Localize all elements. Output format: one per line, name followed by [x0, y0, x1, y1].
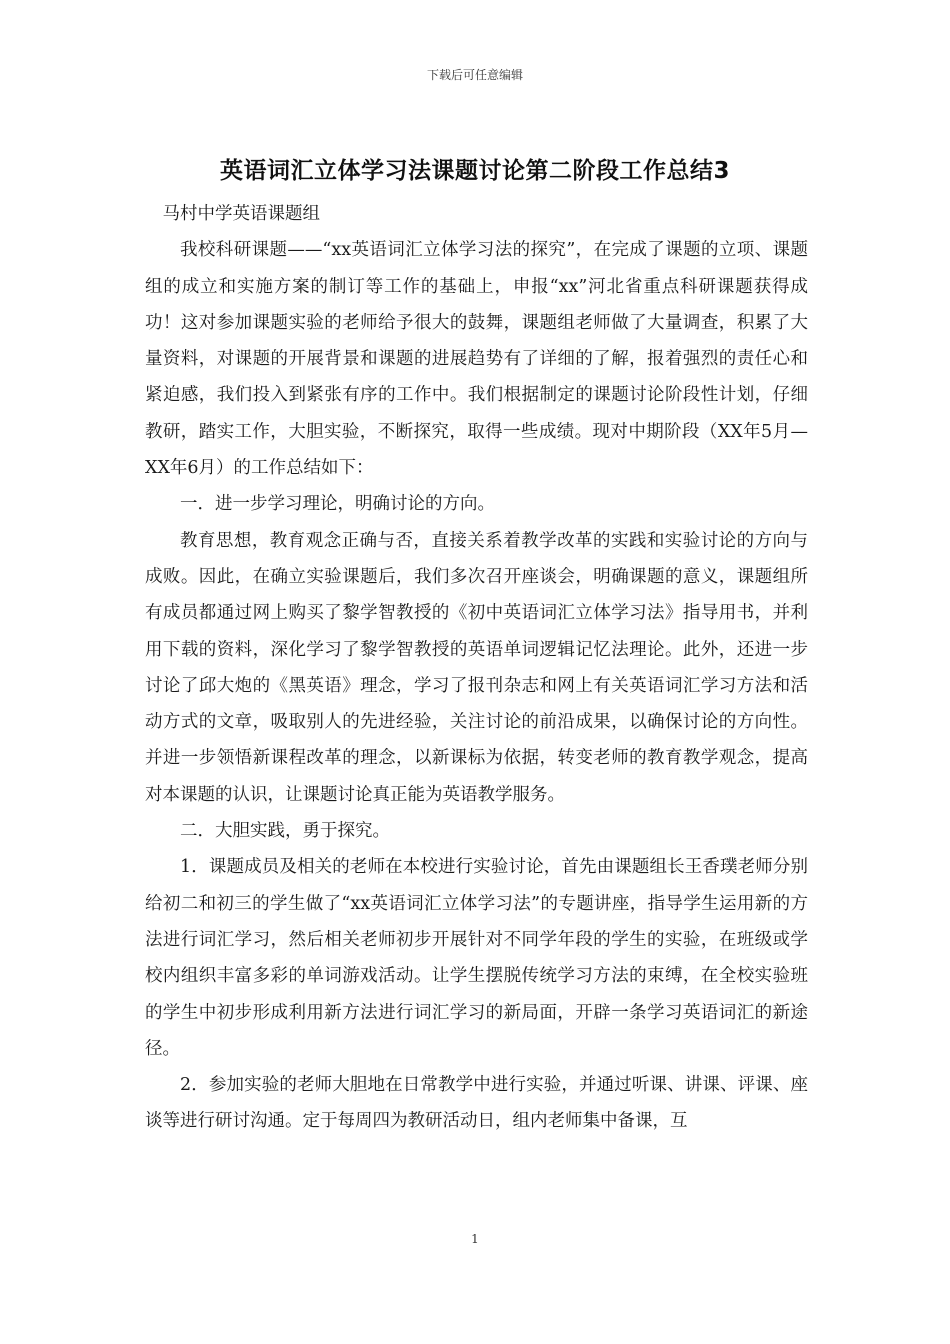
document-title: 英语词汇立体学习法课题讨论第二阶段工作总结3 [219, 158, 730, 184]
author-line: 马村中学英语课题组 [162, 204, 320, 224]
paragraph-intro: 我校科研课题——“xx英语词汇立体学习法的探究”，在完成了课题的立项、课题组的成立和实施方案的制订等工作的基础上，申报“xx”河北省重点科研课题获得成功！这对参加课题实验的老师给予很大的鼓舞，课题组老师做了大量调查，积累了大量资料，对课题的开展背景和课题的进展趋势有了详细的了解，报着强烈的责任心和紧迫感，我们投入到紧张有序的工作中。我们根据制定的课题讨论阶段性计划，仔细教研，踏实工作，大胆实验，不断探究，取得一些成绩。现对中期阶段（XX年5月—XX年6月）的工作总结如下： [145, 240, 808, 479]
header-note: 下载后可任意编辑 [426, 68, 523, 82]
paragraph-theory: 教育思想，教育观念正确与否，直接关系着教学改革的实践和实验讨论的方向与成败。因此，在确立实验课题后，我们多次召开座谈会，明确课题的意义，课题组所有成员都通过网上购买了黎学智教授的《初中英语词汇立体学习法》指导用书，并利用下载的资料，深化学习了黎学智教授的英语单词逻辑记忆法理论。此外，还进一步讨论了邱大炮的《黑英语》理念，学习了报刊杂志和网上有关英语词汇学习方法和活动方式的文章，吸取别人的先进经验，关注讨论的前沿成果，以确保讨论的方向性。并进一步领悟新课程改革的理念，以新课标为依据，转变老师的教育教学观念，提高对本课题的认识，让课题讨论真正能为英语教学服务。 [145, 530, 808, 805]
paragraph-item-1: 1．课题成员及相关的老师在本校进行实验讨论，首先由课题组长王香璞老师分别给初二和初三的学生做了“xx英语词汇立体学习法”的专题讲座，指导学生运用新的方法进行词汇学习，然后相关老师初步开展针对不同学年段的学生的实验，在班级或学校内组织丰富多彩的单词游戏活动。让学生摆脱传统学习方法的束缚，在全校实验班的学生中初步形成利用新方法进行词汇学习的新局面，开辟一条学习英语词汇的新途径。 [145, 857, 808, 1059]
document-body [145, 196, 808, 1140]
section-heading-2: 二．大胆实践，勇于探究。 [180, 821, 390, 842]
page-number: 1 [471, 1232, 479, 1246]
section-heading-1: 一．进一步学习理论，明确讨论的方向。 [180, 494, 495, 515]
paragraph-item-2: 2．参加实验的老师大胆地在日常教学中进行实验，并通过听课、讲课、评课、座谈等进行研讨沟通。定于每周四为教研活动日，组内老师集中备课，互 [145, 1075, 808, 1132]
